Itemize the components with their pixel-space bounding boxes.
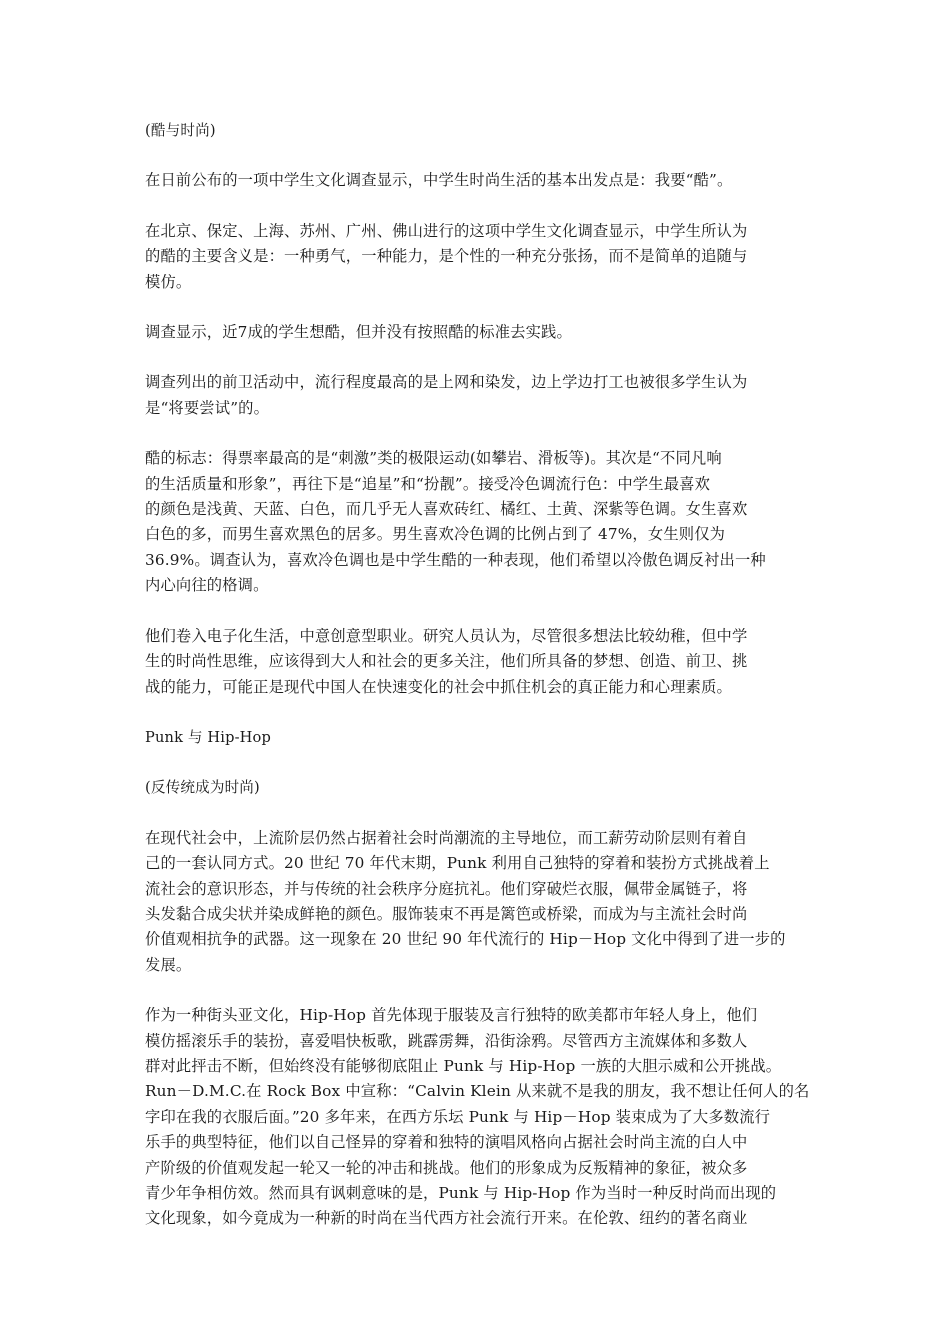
subtitle-anti-tradition: (反传统成为时尚) — [145, 779, 260, 797]
subtitle-cool-and-fashion: (酷与时尚) — [145, 122, 216, 139]
paragraph-survey-intro: 在日前公布的一项中学生文化调查显示，中学生时尚生活的基本出发点是：我要“酷”。 — [145, 171, 733, 190]
paragraph-hiphop-street-culture: 作为一种街头亚文化，Hip-Hop 首先体现于服装及言行独特的欧美都市年轻人身上，他们 模仿摇滚乐手的装扮，喜爱唱快板歌，跳霹雳舞，沿街涂鸦。尽管西方主流媒体和多数人 群对此抨击不断，但始终没有能够彻底阻止 Punk 与 Hip-Hop 一族的大胆示威和公开挑战。 Run－D.M.C.在 Rock Box 中宣称：“Calvin Klein 从来就不是我的朋友，我不想让任何人的名 字印在我的衣服后面。”20 多年来，在西方乐坛 Punk 与 Hip－Hop 装束成为了大多数流行 乐手的典型特征，他们以自己怪异的穿着和独特的演唱风格向占据社会时尚主流的白人中 产阶级的价值观发起一轮又一轮的冲击和挑战。他们的形象成为反叛精神的象征，被众多 青少年争相仿效。然而具有讽刺意味的是，Punk 与 Hip-Hop 作为当时一种反时尚而出现的 文化现象，如今竟成为一种新的时尚在当代西方社会流行开来。在伦敦、纽约的著名商业 — [145, 1006, 810, 1228]
heading-punk-hiphop: Punk 与 Hip-Hop — [145, 728, 271, 746]
paragraph-avant-garde: 调查列出的前卫活动中，流行程度最高的是上网和染发，边上学边打工也被很多学生认为 是“将要尝试”的。 — [145, 373, 748, 417]
paragraph-punk-history: 在现代社会中，上流阶层仍然占据着社会时尚潮流的主导地位，而工薪劳动阶层则有着自 己的一套认同方式。20 世纪 70 年代末期，Punk 利用自己独特的穿着和装扮方式挑战着上 流社会的意识形态，并与传统的社会秩序分庭抗礼。他们穿破烂衣服，佩带金属链子，将 头发黏合成尖状并染成鲜艳的颜色。服饰装束不再是篱笆或桥梁，而成为与主流社会时尚 价值观相抗争的武器。这一现象在 20 世纪 90 年代流行的 Hip－Hop 文化中得到了进一步的 发展。 — [145, 828, 786, 974]
document-page — [145, 118, 815, 1257]
paragraph-survey-cities: 在北京、保定、上海、苏州、广州、佛山进行的这项中学生文化调查显示，中学生所认为 的酷的主要含义是：一种勇气，一种能力，是个性的一种充分张扬，而不是简单的追随与 模仿。 — [145, 221, 748, 291]
paragraph-cool-symbols: 酷的标志：得票率最高的是“刺激”类的极限运动(如攀岩、滑板等)。其次是“不同凡响 的生活质量和形象”，再往下是“追星”和“扮靓”。接受冷色调流行色：中学生最喜欢 的颜色是浅黄、天蓝、白色，而几乎无人喜欢砖红、橘红、土黄、深紫等色调。女生喜欢 白色的多，而男生喜欢黑色的居多。男生喜欢冷色调的比例占到了 47%，女生则仅为 36.9%。调查认为，喜欢冷色调也是中学生酷的一种表现，他们希望以冷傲色调反衬出一种 内心向往的格调。 — [145, 449, 766, 595]
paragraph-digital-life: 他们卷入电子化生活，中意创意型职业。研究人员认为，尽管很多想法比较幼稚，但中学 生的时尚性思维，应该得到大人和社会的更多关注，他们所具备的梦想、创造、前卫、挑 战的能力，可能正是现代中国人在快速变化的社会中抓住机会的真正能力和心理素质。 — [145, 626, 748, 696]
paragraph-survey-practice: 调查显示，近7成的学生想酷，但并没有按照酷的标准去实践。 — [145, 323, 572, 342]
